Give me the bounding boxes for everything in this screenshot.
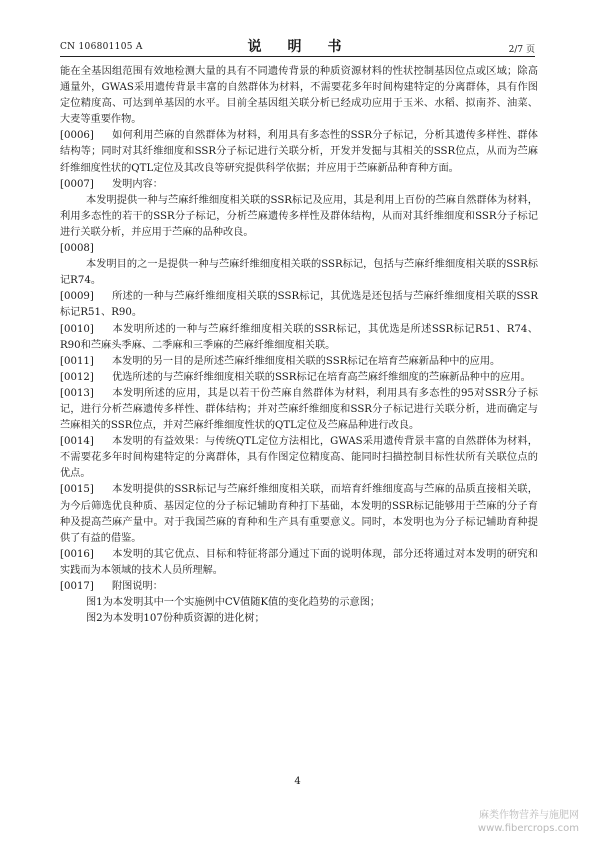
paragraph-number: [0015] bbox=[60, 484, 94, 496]
paragraph-number: [0006] bbox=[60, 130, 94, 142]
paragraph bbox=[60, 547, 538, 579]
paragraph bbox=[60, 434, 538, 482]
figure-description: 图2为本发明107份种质资源的进化树； bbox=[86, 613, 265, 625]
watermark-line-1: 麻类作物营养与施肥网 bbox=[479, 810, 579, 821]
paragraph bbox=[60, 128, 538, 176]
page-number: 4 bbox=[294, 776, 301, 787]
paragraph-text: 如何利用苎麻的自然群体为材料，利用具有多态性的SSR分子标记，分析其遗传多样性、群体结构等；同时对其纤维细度和SSR分子标记进行关联分析，开发并发掘与其相关的SSR位点，从而为苎麻纤维细度性状的QTL定位及其改良等研究提供科学依据；并应用于苎麻新品种育种方面。 bbox=[60, 130, 538, 174]
paragraph-number: [0008] bbox=[60, 243, 94, 255]
paragraph-text: 本发明的另一目的是所述苎麻纤维细度相关联的SSR标记在培育苎麻新品种中的应用。 bbox=[112, 355, 501, 367]
paragraph-text: 优选所述的与苎麻纤维细度相关联的SSR标记在培育高苎麻纤维细度的苎麻新品种中的应用。 bbox=[112, 371, 531, 383]
page-indicator: 2/7 页 bbox=[508, 45, 535, 55]
paragraph-number: [0012] bbox=[60, 371, 94, 383]
paragraph bbox=[60, 289, 538, 321]
paragraph bbox=[60, 322, 538, 354]
header-divider bbox=[60, 56, 535, 57]
paragraph-text: 所述的一种与苎麻纤维细度相关联的SSR标记，其优选是还包括与苎麻纤维细度相关联的SSR标记R51、R90。 bbox=[60, 291, 538, 319]
document-title: 说 明 书 bbox=[247, 39, 348, 55]
document-body bbox=[60, 64, 538, 627]
watermark bbox=[478, 809, 579, 835]
figure-description: 图1为本发明其中一个实施例中CV值随K值的变化趋势的示意图； bbox=[86, 597, 381, 609]
paragraph-text: 本发明提供的SSR标记与苎麻纤维细度相关联，而培育纤维细度高与苎麻的品质直接相关联，为今后筛选优良种质、基因定位的分子标记辅助育种打下基础，本发明的SSR标记能够用于苎麻的分子育种及提高苎麻产量中。对于我国苎麻的育种和生产具有重要意义。同时，本发明也为分子标记辅助育种提供了有益的借鉴。 bbox=[60, 484, 538, 544]
paragraph bbox=[60, 370, 538, 386]
paragraph-number: [0011] bbox=[60, 355, 94, 367]
paragraph-text: 发明内容： bbox=[112, 178, 163, 190]
paragraph bbox=[60, 177, 538, 193]
paragraph bbox=[60, 354, 538, 370]
paragraph-text: 本发明的其它优点、目标和特征将部分通过下面的说明体现，部分还将通过对本发明的研究和实践而为本领域的技术人员所理解。 bbox=[60, 548, 538, 576]
paragraph bbox=[60, 386, 538, 434]
paragraph-text: 本发明的有益效果：与传统QTL定位方法相比，GWAS采用遗传背景丰富的自然群体为材料，不需要花多年时间构建特定的分离群体，具有作图定位精度高、能同时扫描控制目标性状所有关联位点的优点。 bbox=[60, 436, 538, 480]
paragraph-number: [0009] bbox=[60, 291, 94, 303]
paragraph bbox=[60, 482, 538, 546]
paragraph-text: 本发明目的之一是提供一种与苎麻纤维细度相关联的SSR标记，包括与苎麻纤维细度相关联的SSR标记R74。 bbox=[60, 259, 538, 287]
paragraph-number: [0016] bbox=[60, 548, 94, 560]
paragraph bbox=[60, 579, 538, 595]
paragraph-number: [0007] bbox=[60, 178, 94, 190]
watermark-line-2: www.fibercrops.com bbox=[477, 823, 579, 834]
paragraph-number: [0014] bbox=[60, 436, 94, 448]
paragraph-number: [0013] bbox=[60, 387, 94, 399]
paragraph-text: 能在全基因组范围有效地检测大量的具有不同遗传背景的种质资源材料的性状控制基因位点或区域；除高通量外，GWAS采用遗传背景丰富的自然群体为材料，不需要花多年时间构建特定的分离群体，具有作图定位精度高、可达到单基因的水平。目前全基因组关联分析已经成功应用于玉米、水稻、拟南芥、油菜、大麦等重要作物。 bbox=[60, 66, 538, 126]
paragraph-text: 本发明提供一种与苎麻纤维细度相关联的SSR标记及应用，其是利用上百份的苎麻自然群体为材料，利用多态性的若干的SSR分子标记，分析苎麻遗传多样性及群体结构，从而对其纤维细度和SSR分子标记进行关联分析，并应用于苎麻的品种改良。 bbox=[60, 194, 538, 238]
document-number: CN 106801105 A bbox=[60, 42, 143, 52]
paragraph-text: 本发明所述的一种与苎麻纤维细度相关联的SSR标记，其优选是所述SSR标记R51、R74、R90和苎麻头季麻、二季麻和三季麻的苎麻纤维细度相关联。 bbox=[60, 323, 538, 351]
paragraph-text: 附图说明： bbox=[112, 581, 163, 592]
paragraph-number: [0017] bbox=[60, 581, 94, 592]
paragraph-number: [0010] bbox=[60, 323, 94, 335]
paragraph-text: 本发明所述的应用，其是以若干份苎麻自然群体为材料，利用具有多态性的95对SSR分子标记，进行分析苎麻遗传多样性、群体结构；并对苎麻纤维细度和SSR分子标记进行关联分析，进而确定与苎麻相关的SSR位点，并对苎麻纤维细度性状的QTL定位及苎麻品种进行改良。 bbox=[60, 387, 538, 432]
